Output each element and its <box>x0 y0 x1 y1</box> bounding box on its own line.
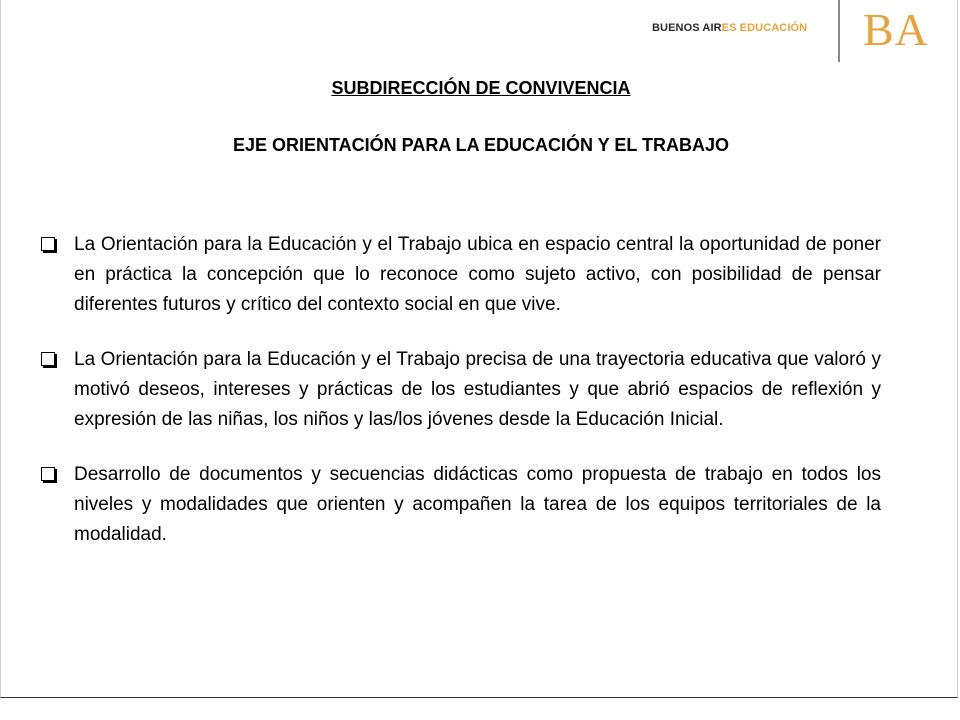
bullet-text: La Orientación para la Educación y el Trabajo precisa de una trayectoria educativa que valoró y motivó deseos, intereses y prácticas de los estudiantes y que abrió espacios de reflexión y expresión de las niñas, los niños y las/los jóvenes desde la Educación Inicial. <box>74 349 881 430</box>
page-subtitle: EJE ORIENTACIÓN PARA LA EDUCACIÓN Y EL TRABAJO <box>232 135 730 155</box>
brand-text-accent: ES EDUCACIÓN <box>721 22 808 34</box>
checkbox-bullet-icon <box>41 352 55 366</box>
checkbox-bullet-icon <box>41 237 55 251</box>
bullet-text: Desarrollo de documentos y secuencias didácticas como propuesta de trabajo en todos los niveles y modalidades que orienten y acompañen la tarea de los equipos territoriales de la modalidad. <box>74 464 881 545</box>
bullet-item-2 <box>41 345 881 435</box>
page-title: SUBDIRECCIÓN DE CONVIVENCIA <box>331 78 631 98</box>
bullet-item-3 <box>41 460 881 550</box>
brand-wordmark <box>652 22 807 34</box>
checkbox-bullet-icon <box>41 467 55 481</box>
brand-text-dark: BUENOS AIR <box>652 22 722 34</box>
ba-logo: BA <box>863 4 929 55</box>
bullet-list <box>41 230 881 575</box>
bullet-item-1 <box>41 230 881 320</box>
brand-divider <box>838 0 840 62</box>
bullet-text: La Orientación para la Educación y el Trabajo ubica en espacio central la oportunidad de poner en práctica la concepción que lo reconoce como sujeto activo, con posibilidad de pensar diferentes futuros y crítico del contexto social en que vive. <box>74 234 881 315</box>
